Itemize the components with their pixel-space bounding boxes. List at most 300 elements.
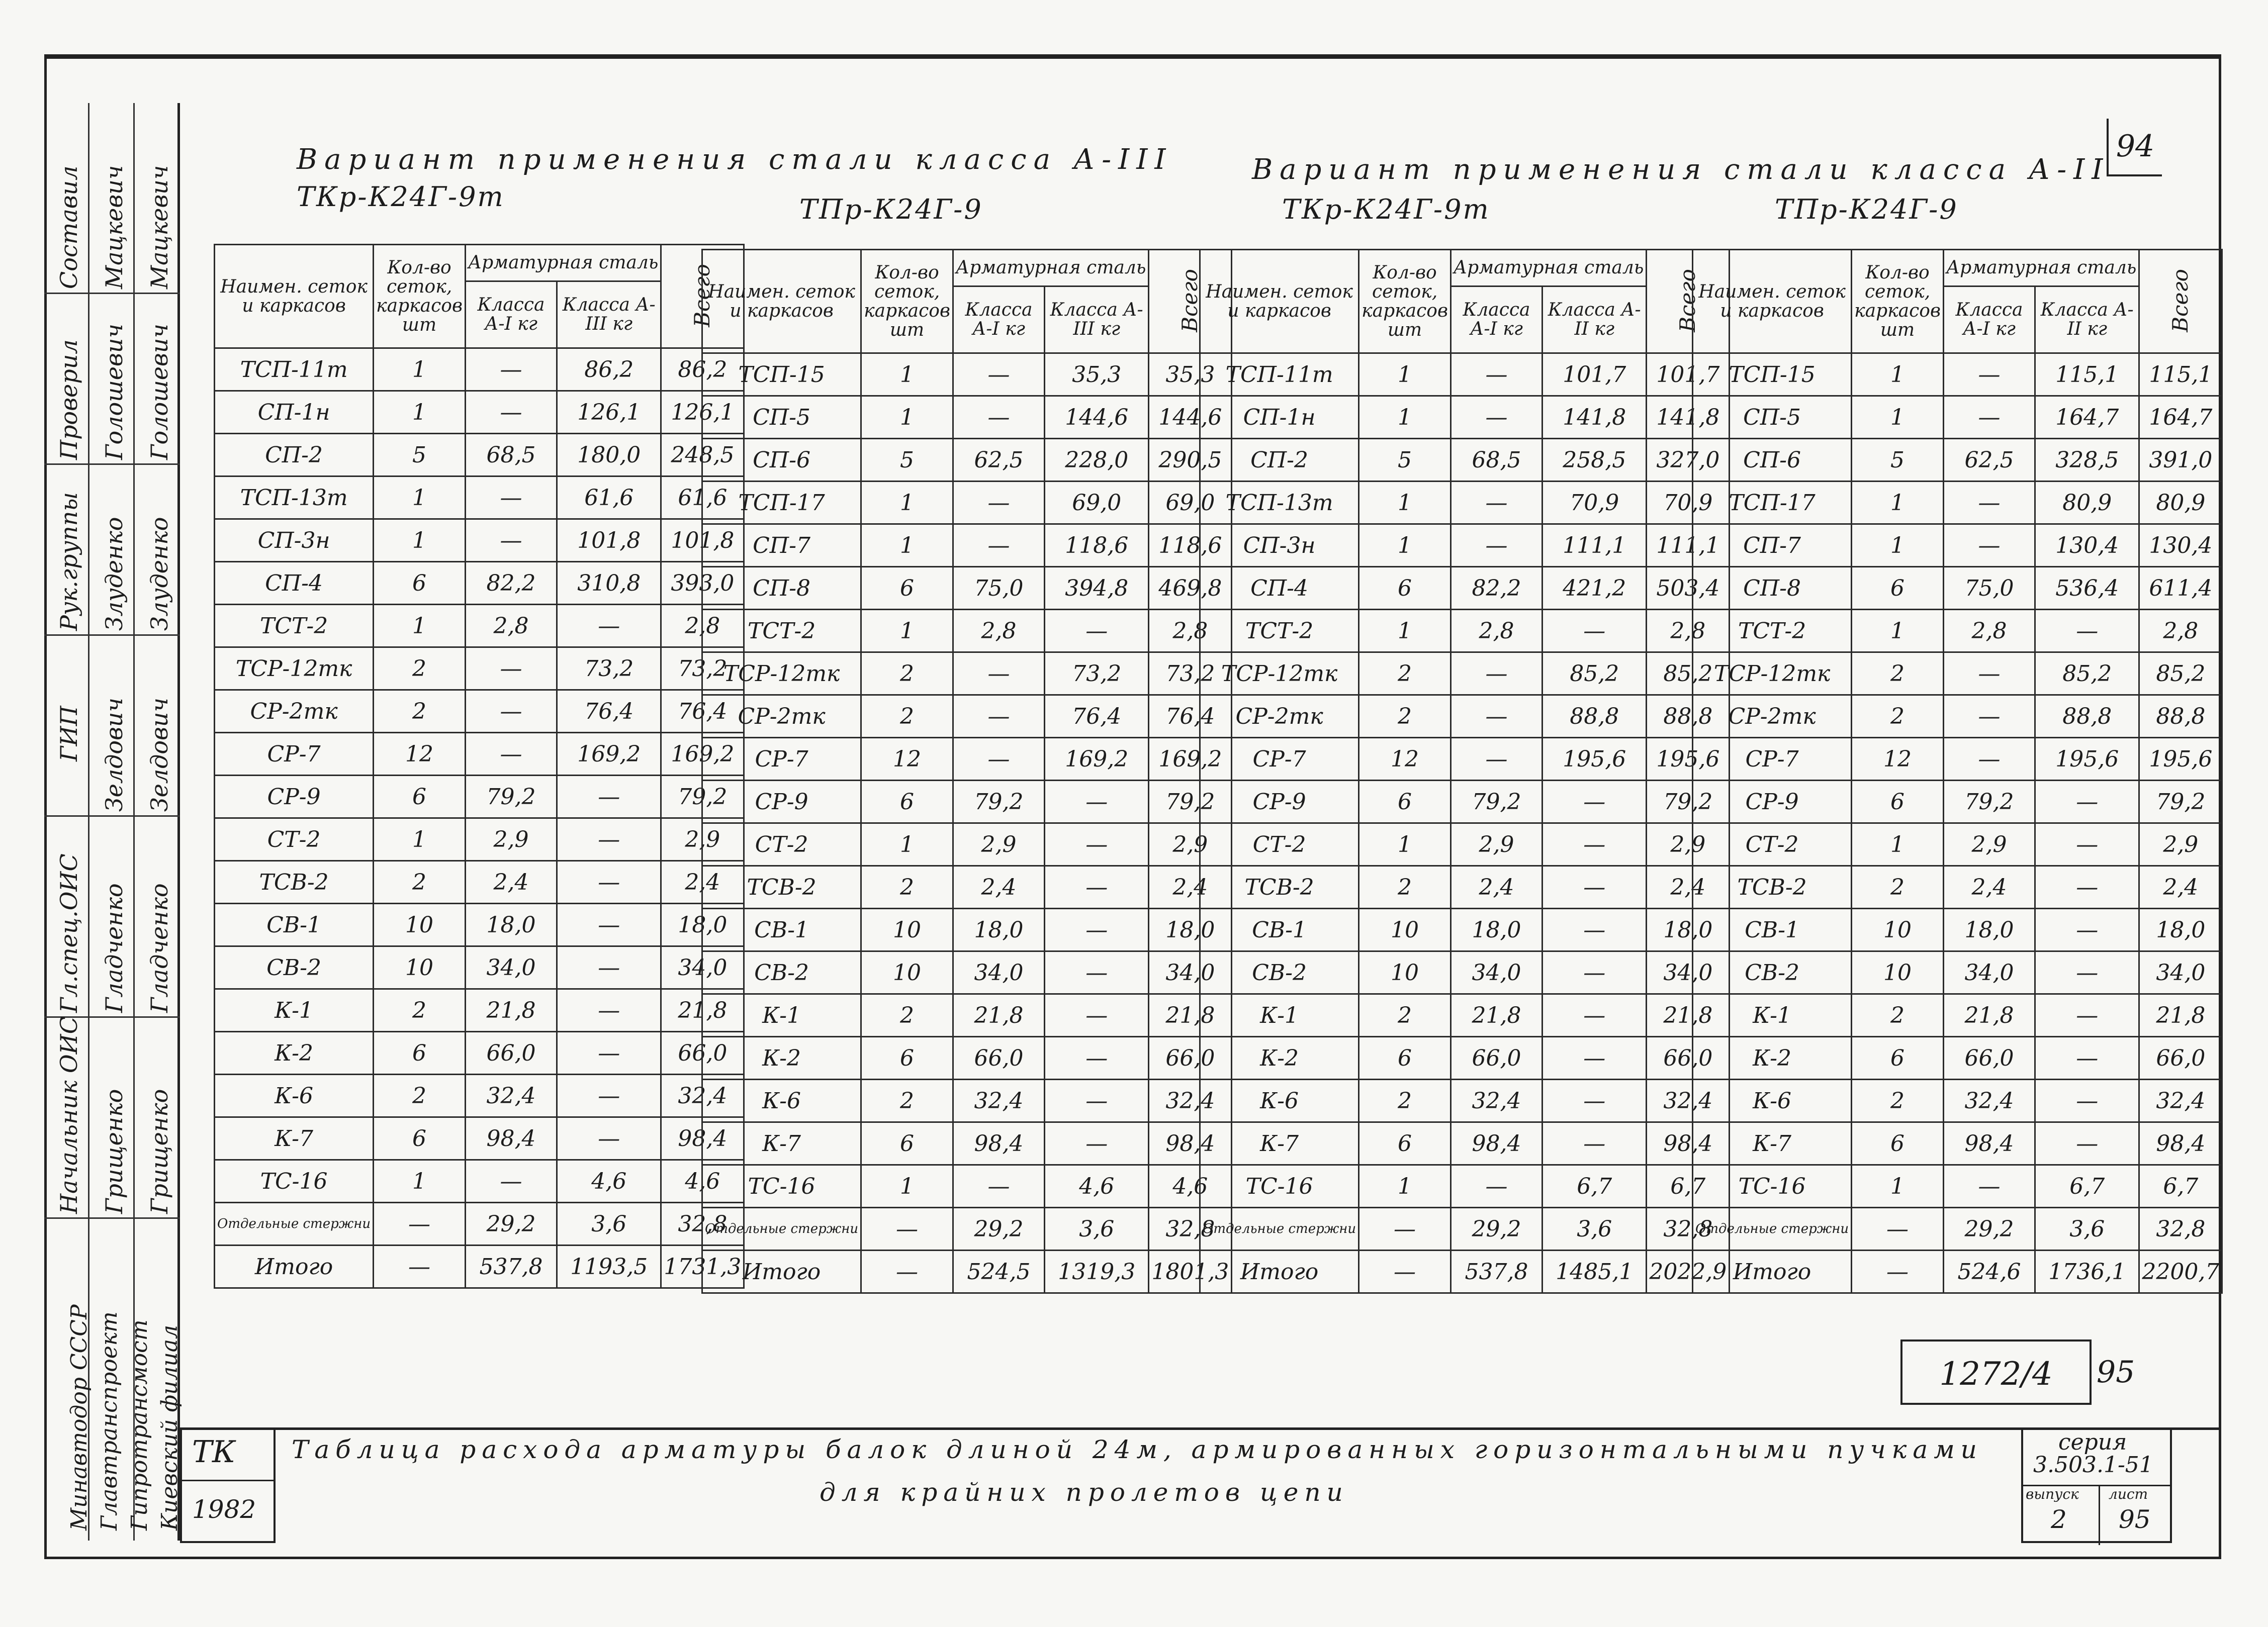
table-row bbox=[702, 1165, 1232, 1208]
table-row bbox=[1200, 353, 1730, 396]
cell-total: 70,9 bbox=[1647, 482, 1730, 524]
cell-name: СВ-2 bbox=[1200, 951, 1359, 994]
cell-total: 76,4 bbox=[1149, 695, 1232, 738]
cell-qty: 2 bbox=[1852, 652, 1944, 695]
cell-class-a1: 2,4 bbox=[953, 866, 1044, 909]
series-value: 3.503.1-51 bbox=[2033, 1452, 2153, 1478]
cell-total: 2,9 bbox=[661, 818, 744, 861]
left-row-6 bbox=[44, 1018, 180, 1219]
table-row bbox=[1200, 439, 1730, 482]
cell-name: СП-6 bbox=[702, 439, 861, 482]
table-row bbox=[1200, 951, 1730, 994]
cell-class-a1: 537,8 bbox=[1450, 1251, 1542, 1293]
cell-total: 1731,3 bbox=[661, 1246, 744, 1288]
cell-total: 2,4 bbox=[1149, 866, 1232, 909]
issue-label: выпуск bbox=[2026, 1486, 2079, 1502]
cell-total: 32,4 bbox=[1647, 1080, 1730, 1122]
cell-qty: 1 bbox=[374, 1160, 466, 1203]
cell-class-main: 111,1 bbox=[1543, 524, 1647, 567]
table-row bbox=[1693, 652, 2222, 695]
cell-qty: 6 bbox=[1852, 781, 1944, 823]
cell-total: 86,2 bbox=[661, 348, 744, 391]
cell-class-a1: 98,4 bbox=[465, 1117, 557, 1160]
cell-class-a1: 66,0 bbox=[1943, 1037, 2035, 1080]
table-row bbox=[215, 476, 744, 519]
cell-class-a1: — bbox=[1943, 482, 2035, 524]
cell-name: ТСП-13т bbox=[1200, 482, 1359, 524]
cell-name: ТСР-12тк bbox=[215, 647, 374, 690]
cell-class-a1: — bbox=[953, 652, 1044, 695]
cell-name: К-2 bbox=[1693, 1037, 1852, 1080]
left-row-5 bbox=[44, 817, 180, 1018]
cell-name: Итого bbox=[1693, 1251, 1852, 1293]
cell-class-main: 3,6 bbox=[1543, 1208, 1647, 1251]
cell-class-a1: 62,5 bbox=[953, 439, 1044, 482]
cell-class-a1: 66,0 bbox=[1450, 1037, 1542, 1080]
cell-class-main: 86,2 bbox=[557, 348, 661, 391]
cell-class-a1: 524,5 bbox=[953, 1251, 1044, 1293]
cell-class-main: 70,9 bbox=[1543, 482, 1647, 524]
rebar-table-a2-tkr bbox=[1199, 249, 1730, 1294]
cell-name: ТСВ-2 bbox=[1693, 866, 1852, 909]
table-row bbox=[1200, 567, 1730, 610]
cell-class-main: — bbox=[1045, 823, 1149, 866]
table-row bbox=[1693, 951, 2222, 994]
cell-class-main: — bbox=[2035, 1122, 2139, 1165]
cell-name: СВ-1 bbox=[1693, 909, 1852, 951]
cell-class-main: — bbox=[557, 776, 661, 818]
cell-class-a1: 98,4 bbox=[953, 1122, 1044, 1165]
cell-name: СВ-1 bbox=[215, 904, 374, 946]
cell-class-main: 4,6 bbox=[1045, 1165, 1149, 1208]
left-title-block bbox=[44, 103, 183, 1541]
sheet-label: лист bbox=[2109, 1486, 2148, 1502]
variant-sub-left-a2: ТКр-К24Г-9т bbox=[1282, 194, 1490, 225]
cell-class-main: — bbox=[557, 605, 661, 647]
cell-class-main: — bbox=[1543, 994, 1647, 1037]
cell-total: 21,8 bbox=[1647, 994, 1730, 1037]
doc-page: 95 bbox=[2097, 1355, 2135, 1390]
cell-qty: 10 bbox=[1852, 951, 1944, 994]
cell-qty: — bbox=[1359, 1251, 1451, 1293]
cell-name: Отдельные стержни bbox=[1693, 1208, 1852, 1251]
cell-name: ТСП-11т bbox=[1200, 353, 1359, 396]
cell-name: СВ-2 bbox=[1693, 951, 1852, 994]
cell-name: СР-9 bbox=[215, 776, 374, 818]
table-row bbox=[702, 1037, 1232, 1080]
cell-total: 32,4 bbox=[2139, 1080, 2222, 1122]
cell-class-a1: — bbox=[953, 524, 1044, 567]
cell-total: 34,0 bbox=[2139, 951, 2222, 994]
cell-class-a1: — bbox=[1450, 695, 1542, 738]
table-row bbox=[215, 904, 744, 946]
cell-qty: 1 bbox=[861, 823, 953, 866]
signature: Мацкевич bbox=[101, 165, 128, 289]
table-row bbox=[1200, 1165, 1730, 1208]
cell-name: ТСП-17 bbox=[1693, 482, 1852, 524]
header-qty: Кол-во сеток, каркасов шт bbox=[374, 245, 466, 348]
cell-class-a1: — bbox=[1943, 695, 2035, 738]
cell-qty: 12 bbox=[1852, 738, 1944, 781]
cell-class-main: 85,2 bbox=[1543, 652, 1647, 695]
cell-total: 32,4 bbox=[1149, 1080, 1232, 1122]
cell-class-a1: 66,0 bbox=[953, 1037, 1044, 1080]
cell-class-a1: 2,9 bbox=[1450, 823, 1542, 866]
cell-class-a1: — bbox=[465, 476, 557, 519]
cell-name: СР-9 bbox=[702, 781, 861, 823]
table-row bbox=[702, 823, 1232, 866]
cell-class-a1: 2,9 bbox=[1943, 823, 2035, 866]
cell-qty: 1 bbox=[1359, 610, 1451, 652]
cell-total: 101,7 bbox=[1647, 353, 1730, 396]
cell-qty: 6 bbox=[374, 562, 466, 605]
cell-class-a1: — bbox=[1450, 396, 1542, 439]
cell-class-main: — bbox=[1543, 1122, 1647, 1165]
cell-class-a1: 34,0 bbox=[465, 946, 557, 989]
org-code-divider bbox=[182, 1480, 276, 1481]
cell-qty: 6 bbox=[1359, 781, 1451, 823]
table-row bbox=[215, 519, 744, 562]
cell-total: 32,8 bbox=[1149, 1208, 1232, 1251]
cell-total: 2,4 bbox=[1647, 866, 1730, 909]
cell-name: ТСП-15 bbox=[702, 353, 861, 396]
table-row bbox=[702, 994, 1232, 1037]
cell-class-a1: 75,0 bbox=[953, 567, 1044, 610]
cell-total: 248,5 bbox=[661, 434, 744, 476]
table-row bbox=[702, 567, 1232, 610]
cell-class-a1: — bbox=[1943, 353, 2035, 396]
header-total-label: Всего bbox=[1675, 269, 1700, 332]
table-row bbox=[702, 1251, 1232, 1293]
cell-total: 85,2 bbox=[2139, 652, 2222, 695]
cell-total: 98,4 bbox=[661, 1117, 744, 1160]
cell-class-main: 88,8 bbox=[2035, 695, 2139, 738]
cell-total: 32,8 bbox=[2139, 1208, 2222, 1251]
cell-class-a1: 18,0 bbox=[953, 909, 1044, 951]
header-name: Наимен. сеток и каркасов bbox=[702, 250, 861, 353]
cell-class-main: 164,7 bbox=[2035, 396, 2139, 439]
table-row bbox=[215, 348, 744, 391]
cell-class-main: 3,6 bbox=[557, 1203, 661, 1246]
table-row bbox=[1693, 823, 2222, 866]
table-header-row bbox=[215, 245, 744, 281]
cell-total: 164,7 bbox=[2139, 396, 2222, 439]
cell-name: Отдельные стержни bbox=[215, 1203, 374, 1246]
cell-class-a1: — bbox=[953, 482, 1044, 524]
cell-name: К-6 bbox=[702, 1080, 861, 1122]
cell-class-main: — bbox=[1543, 1080, 1647, 1122]
cell-class-main: 421,2 bbox=[1543, 567, 1647, 610]
cell-total: 6,7 bbox=[1647, 1165, 1730, 1208]
cell-total: 66,0 bbox=[1647, 1037, 1730, 1080]
cell-class-main: — bbox=[1543, 1037, 1647, 1080]
table-row bbox=[1693, 439, 2222, 482]
cell-name: ТС-16 bbox=[1200, 1165, 1359, 1208]
cell-class-main: 101,7 bbox=[1543, 353, 1647, 396]
cell-total: 130,4 bbox=[2139, 524, 2222, 567]
cell-class-main: 1485,1 bbox=[1543, 1251, 1647, 1293]
cell-name: СП-7 bbox=[1693, 524, 1852, 567]
table-row bbox=[1200, 610, 1730, 652]
table-row bbox=[215, 1032, 744, 1075]
cell-total: 80,9 bbox=[2139, 482, 2222, 524]
cell-class-main: — bbox=[2035, 781, 2139, 823]
table-row bbox=[702, 439, 1232, 482]
cell-class-a1: 34,0 bbox=[1943, 951, 2035, 994]
cell-total: 115,1 bbox=[2139, 353, 2222, 396]
cell-class-main: — bbox=[2035, 866, 2139, 909]
table-row bbox=[1693, 738, 2222, 781]
table-row bbox=[215, 946, 744, 989]
table-row bbox=[702, 738, 1232, 781]
cell-class-main: — bbox=[557, 861, 661, 904]
cell-qty: 1 bbox=[374, 519, 466, 562]
cell-qty: 2 bbox=[861, 1080, 953, 1122]
table-row bbox=[702, 695, 1232, 738]
cell-class-a1: 2,9 bbox=[465, 818, 557, 861]
left-row-3 bbox=[44, 465, 180, 636]
cell-class-main: — bbox=[2035, 951, 2139, 994]
cell-class-main: — bbox=[2035, 909, 2139, 951]
cell-class-main: 195,6 bbox=[1543, 738, 1647, 781]
header-qty: Кол-во сеток, каркасов шт bbox=[1359, 250, 1451, 353]
cell-total: 469,8 bbox=[1149, 567, 1232, 610]
table-row bbox=[1200, 909, 1730, 951]
table-row bbox=[1200, 994, 1730, 1037]
cell-total: 2,4 bbox=[2139, 866, 2222, 909]
table-row bbox=[702, 610, 1232, 652]
cell-class-main: — bbox=[2035, 1037, 2139, 1080]
cell-class-main: 4,6 bbox=[557, 1160, 661, 1203]
cell-class-main: 88,8 bbox=[1543, 695, 1647, 738]
cell-class-a1: 18,0 bbox=[1943, 909, 2035, 951]
cell-qty: 5 bbox=[1852, 439, 1944, 482]
cell-class-main: — bbox=[1045, 1122, 1149, 1165]
cell-name: СР-2тк bbox=[215, 690, 374, 733]
person-name: Зелдович bbox=[146, 697, 173, 812]
cell-total: 73,2 bbox=[661, 647, 744, 690]
cell-qty: 6 bbox=[861, 1037, 953, 1080]
cell-class-main: — bbox=[2035, 610, 2139, 652]
cell-total: 6,7 bbox=[2139, 1165, 2222, 1208]
cell-qty: 2 bbox=[861, 652, 953, 695]
cell-class-a1: 79,2 bbox=[1450, 781, 1542, 823]
cell-qty: 1 bbox=[861, 1165, 953, 1208]
table-row bbox=[215, 605, 744, 647]
header-class-main: Класса А-II кг bbox=[1543, 286, 1647, 353]
cell-name: ТСР-12тк bbox=[702, 652, 861, 695]
table-row bbox=[1200, 866, 1730, 909]
variant-sub-left-a3: ТКр-К24Г-9т bbox=[297, 181, 505, 213]
header-rebar: Арматурная сталь bbox=[465, 245, 661, 281]
table-row bbox=[1693, 909, 2222, 951]
cell-class-main: 76,4 bbox=[1045, 695, 1149, 738]
cell-name: СТ-2 bbox=[1693, 823, 1852, 866]
table-row bbox=[215, 1160, 744, 1203]
cell-total: 34,0 bbox=[1647, 951, 1730, 994]
cell-total: 79,2 bbox=[1647, 781, 1730, 823]
cell-class-main: — bbox=[1543, 909, 1647, 951]
cell-total: 2,8 bbox=[2139, 610, 2222, 652]
cell-total: 18,0 bbox=[1149, 909, 1232, 951]
cell-name: Итого bbox=[702, 1251, 861, 1293]
cell-class-a1: 18,0 bbox=[1450, 909, 1542, 951]
cell-qty: 1 bbox=[374, 818, 466, 861]
table-row bbox=[1200, 652, 1730, 695]
cell-class-a1: 62,5 bbox=[1943, 439, 2035, 482]
cell-qty: 2 bbox=[374, 1075, 466, 1117]
cell-qty: 1 bbox=[1359, 482, 1451, 524]
cell-qty: 2 bbox=[374, 861, 466, 904]
cell-qty: 6 bbox=[861, 567, 953, 610]
cell-class-a1: 79,2 bbox=[1943, 781, 2035, 823]
cell-class-a1: — bbox=[1450, 482, 1542, 524]
cell-qty: 6 bbox=[374, 1032, 466, 1075]
cell-qty: 10 bbox=[1359, 909, 1451, 951]
cell-class-main: — bbox=[557, 1075, 661, 1117]
table-row bbox=[1200, 1037, 1730, 1080]
cell-class-main: 3,6 bbox=[1045, 1208, 1149, 1251]
cell-class-a1: 82,2 bbox=[1450, 567, 1542, 610]
cell-name: ТСВ-2 bbox=[215, 861, 374, 904]
table-row bbox=[215, 1246, 744, 1288]
table-header-row bbox=[1200, 250, 1730, 286]
cell-class-main: — bbox=[557, 818, 661, 861]
cell-name: СТ-2 bbox=[702, 823, 861, 866]
cell-name: Итого bbox=[215, 1246, 374, 1288]
cell-name: ТСП-15 bbox=[1693, 353, 1852, 396]
table-row bbox=[1200, 1251, 1730, 1293]
cell-name: СП-8 bbox=[1693, 567, 1852, 610]
cell-class-main: 61,6 bbox=[557, 476, 661, 519]
cell-total: 126,1 bbox=[661, 391, 744, 434]
organization-name: Минавтодор СССР Главтранспроект Гипротрансмост Киевский филиал bbox=[66, 1304, 183, 1530]
cell-class-a1: 537,8 bbox=[465, 1246, 557, 1288]
cell-total: 34,0 bbox=[1149, 951, 1232, 994]
cell-class-a1: — bbox=[1450, 652, 1542, 695]
cell-qty: 2 bbox=[1852, 994, 1944, 1037]
table-row bbox=[215, 1075, 744, 1117]
cell-class-main: — bbox=[557, 989, 661, 1032]
table-row bbox=[1200, 1080, 1730, 1122]
cell-total: 141,8 bbox=[1647, 396, 1730, 439]
table-row bbox=[702, 951, 1232, 994]
signature: Зелдович bbox=[101, 697, 128, 812]
cell-class-a1: 2,4 bbox=[1943, 866, 2035, 909]
person-name: Гладченко bbox=[146, 883, 173, 1013]
cell-qty: 1 bbox=[1359, 1165, 1451, 1208]
cell-name: К-1 bbox=[215, 989, 374, 1032]
cell-class-main: 3,6 bbox=[2035, 1208, 2139, 1251]
cell-qty: 2 bbox=[1852, 1080, 1944, 1122]
cell-name: СП-2 bbox=[215, 434, 374, 476]
left-row-2 bbox=[44, 294, 180, 465]
header-total-label: Всего bbox=[690, 264, 715, 327]
cell-total: 88,8 bbox=[2139, 695, 2222, 738]
cell-qty: 10 bbox=[861, 909, 953, 951]
cell-qty: 6 bbox=[1359, 1037, 1451, 1080]
cell-name: СП-6 bbox=[1693, 439, 1852, 482]
title-line-2: для крайних пролетов цепи bbox=[820, 1478, 1349, 1507]
cell-class-main: — bbox=[1045, 781, 1149, 823]
header-total-label: Всего bbox=[1177, 269, 1203, 332]
cell-name: ТСР-12тк bbox=[1693, 652, 1852, 695]
table-row bbox=[215, 989, 744, 1032]
table-row bbox=[215, 861, 744, 904]
cell-name: СВ-1 bbox=[702, 909, 861, 951]
cell-class-main: 141,8 bbox=[1543, 396, 1647, 439]
table-row bbox=[1693, 396, 2222, 439]
cell-class-a1: — bbox=[1943, 524, 2035, 567]
cell-class-main: 1736,1 bbox=[2035, 1251, 2139, 1293]
cell-class-a1: 2,8 bbox=[1450, 610, 1542, 652]
cell-qty: 1 bbox=[1852, 1165, 1944, 1208]
table-row bbox=[1693, 695, 2222, 738]
cell-class-a1: 75,0 bbox=[1943, 567, 2035, 610]
cell-name: ТС-16 bbox=[1693, 1165, 1852, 1208]
table-row bbox=[215, 818, 744, 861]
cell-name: СП-1н bbox=[215, 391, 374, 434]
cell-class-main: — bbox=[1543, 610, 1647, 652]
cell-class-main: — bbox=[1543, 823, 1647, 866]
cell-qty: 2 bbox=[374, 647, 466, 690]
cell-total: 118,6 bbox=[1149, 524, 1232, 567]
cell-total: 76,4 bbox=[661, 690, 744, 733]
cell-class-a1: — bbox=[953, 396, 1044, 439]
cell-class-a1: 21,8 bbox=[1943, 994, 2035, 1037]
variant-sub-right-a3: ТПр-К24Г-9 bbox=[799, 194, 983, 225]
cell-total: 1801,3 bbox=[1149, 1251, 1232, 1293]
header-name: Наимен. сеток и каркасов bbox=[1693, 250, 1852, 353]
cell-class-main: 1319,3 bbox=[1045, 1251, 1149, 1293]
cell-qty: 1 bbox=[374, 391, 466, 434]
table-row bbox=[702, 909, 1232, 951]
cell-qty: — bbox=[374, 1246, 466, 1288]
cell-total: 611,4 bbox=[2139, 567, 2222, 610]
cell-name: К-1 bbox=[1693, 994, 1852, 1037]
cell-class-main: — bbox=[557, 946, 661, 989]
cell-name: СП-8 bbox=[702, 567, 861, 610]
header-qty: Кол-во сеток, каркасов шт bbox=[861, 250, 953, 353]
cell-class-main: 228,0 bbox=[1045, 439, 1149, 482]
cell-class-main: — bbox=[1045, 1080, 1149, 1122]
cell-class-a1: 34,0 bbox=[953, 951, 1044, 994]
org-code: ТК bbox=[192, 1434, 236, 1470]
cell-class-main: 73,2 bbox=[1045, 652, 1149, 695]
cell-total: 503,4 bbox=[1647, 567, 1730, 610]
cell-qty: 5 bbox=[374, 434, 466, 476]
cell-class-a1: — bbox=[953, 738, 1044, 781]
cell-class-main: 130,4 bbox=[2035, 524, 2139, 567]
cell-class-a1: 32,4 bbox=[953, 1080, 1044, 1122]
cell-name: СР-2тк bbox=[702, 695, 861, 738]
table-row bbox=[215, 690, 744, 733]
cell-class-main: 6,7 bbox=[2035, 1165, 2139, 1208]
cell-name: СП-4 bbox=[1200, 567, 1359, 610]
cell-name: СП-3н bbox=[1200, 524, 1359, 567]
rebar-table-a3-tkr bbox=[214, 244, 745, 1289]
left-row-4 bbox=[44, 636, 180, 817]
cell-class-a1: — bbox=[1943, 396, 2035, 439]
table-row bbox=[702, 1208, 1232, 1251]
cell-name: СР-9 bbox=[1693, 781, 1852, 823]
table-row bbox=[1693, 1122, 2222, 1165]
cell-name: К-7 bbox=[1200, 1122, 1359, 1165]
table-row bbox=[1693, 1208, 2222, 1251]
table-row bbox=[1200, 738, 1730, 781]
cell-total: 88,8 bbox=[1647, 695, 1730, 738]
cell-class-main: 69,0 bbox=[1045, 482, 1149, 524]
